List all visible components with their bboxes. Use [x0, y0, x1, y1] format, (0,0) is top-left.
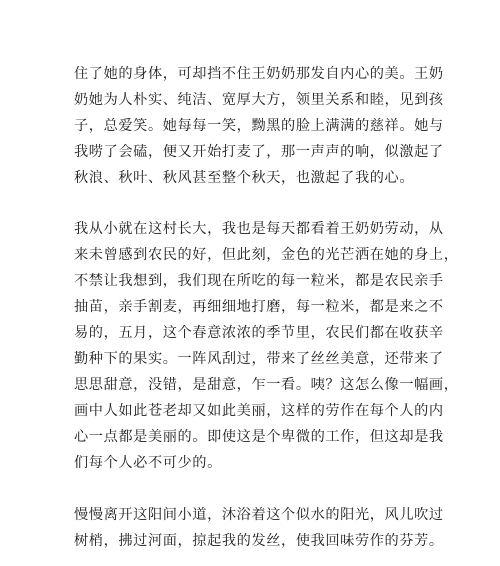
- text-line: 慢慢离开这阳间小道，沐浴着这个似水的阳光，风儿吹过: [74, 507, 444, 523]
- paragraph-3: [74, 502, 444, 554]
- text-line: 易的，五月，这个春意浓浓的季节里，农民们都在收获辛: [74, 325, 444, 341]
- text-line: 住了她的身体，可却挡不住王奶奶那发自内心的美。王奶: [74, 66, 444, 82]
- text-line: 抽苗，亲手割麦，再细细地打磨，每一粒米，都是来之不: [74, 299, 444, 315]
- text-line: 心一点都是美丽的。即使这是个卑微的工作，但这却是我: [74, 429, 444, 445]
- text-line: 画中人如此苍老却又如此美丽，这样的劳作在每个人的内: [74, 403, 444, 419]
- text-line: 我唠了会磕，便又开始打麦了，那一声声的响，似激起了: [74, 144, 444, 160]
- text-line: 树梢，拂过河面，掠起我的发丝，使我回味劳作的芬芳。: [74, 533, 444, 549]
- text-line: 秋浪、秋叶、秋风甚至整个秋天，也激起了我的心。: [74, 170, 415, 186]
- text-line: 奶她为人朴实、纯洁、宽厚大方，领里关系和睦，见到孩: [74, 92, 444, 108]
- paragraph-1: [74, 61, 444, 191]
- text-line: 来未曾感到农民的好，但此刻，金色的光芒洒在她的身上，: [74, 247, 459, 263]
- text-line: 们每个人必不可少的。: [74, 455, 222, 471]
- text-line: 不禁让我想到，我们现在所吃的每一粒米，都是农民亲手: [74, 273, 444, 289]
- text-line: 我从小就在这村长大，我也是每天都看着王奶奶劳动，从: [74, 221, 444, 237]
- text-line: 子，总爱笑。她每每一笑，黝黑的脸上满满的慈祥。她与: [74, 118, 444, 134]
- text-line: 勤种下的果实。一阵风刮过，带来了丝丝美意，还带来了: [74, 351, 444, 367]
- paragraph-2: [74, 216, 459, 476]
- text-line: 思思甜意，没错，是甜意，乍一看。咦？这怎么像一幅画，: [74, 377, 459, 393]
